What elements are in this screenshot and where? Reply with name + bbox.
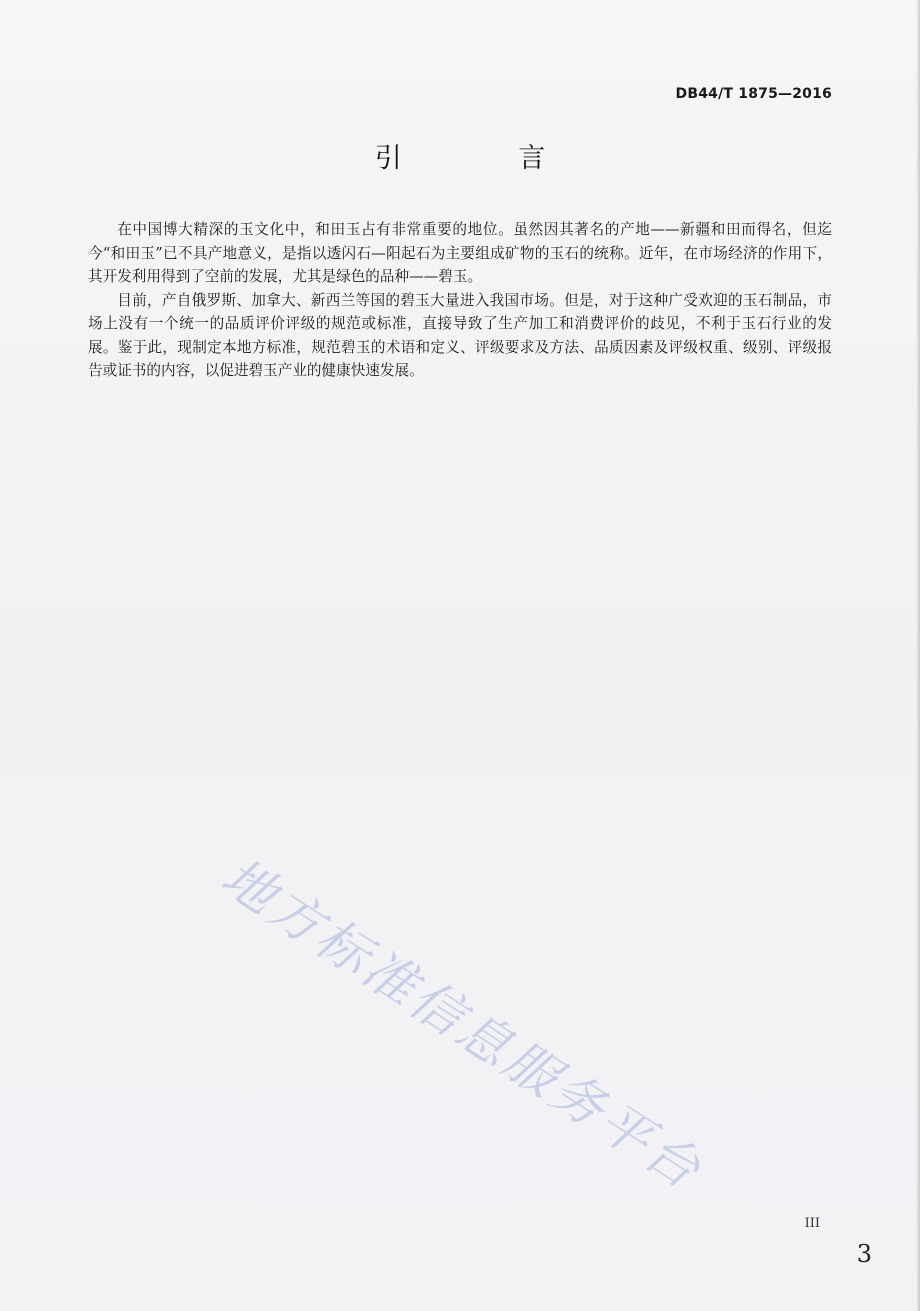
paragraph-2: 目前，产自俄罗斯、加拿大、新西兰等国的碧玉大量进入我国市场。但是，对于这种广受欢迎的玉石制品，市场上没有一个统一的品质评价评级的规范或标准，直接导致了生产加工和消费评价的歧见，不利于玉石行业的发展。鉴于此，现制定本地方标准，规范碧玉的术语和定义、评级要求及方法、品质因素及评级权重、级别、评级报告或证书的内容，以促进碧玉产业的健康快速发展。 — [88, 291, 832, 379]
body-text — [88, 218, 832, 383]
scan-edge-shadow — [916, 0, 920, 1311]
standard-code: DB44/T 1875—2016 — [675, 86, 832, 102]
page-title: 引 言 — [374, 143, 600, 174]
roman-page-number: III — [804, 1216, 820, 1231]
watermark: 地方标准信息服务平台 — [210, 846, 714, 1203]
scan-page-number: 3 — [856, 1240, 872, 1268]
paragraph-1: 在中国博大精深的玉文化中，和田玉占有非常重要的地位。虽然因其著名的产地——新疆和田而得名，但迄今“和田玉”已不具产地意义，是指以透闪石—阳起石为主要组成矿物的玉石的统称。近年，在市场经济的作用下，其开发利用得到了空前的发展，尤其是绿色的品种——碧玉。 — [88, 221, 832, 285]
